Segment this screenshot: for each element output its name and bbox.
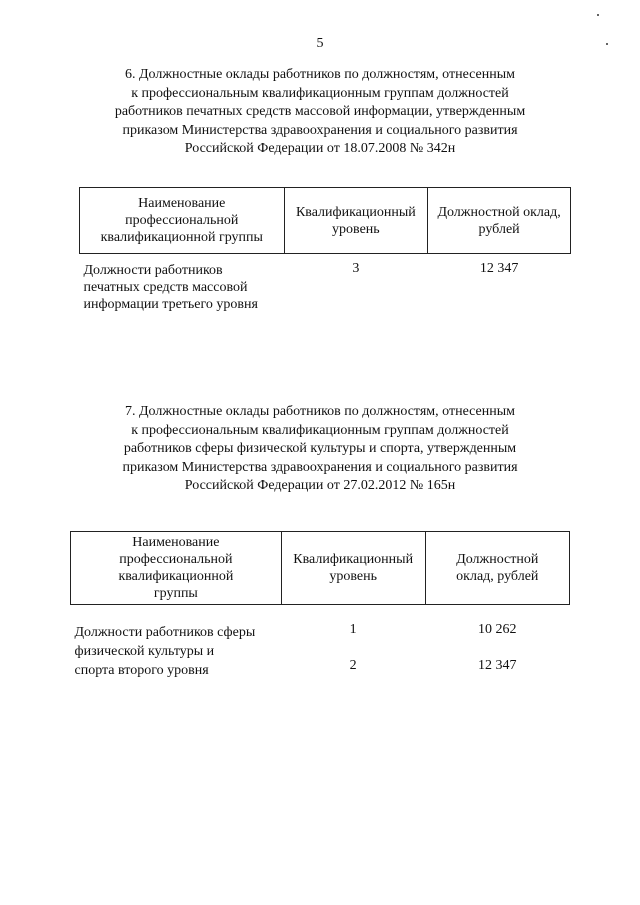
header-line: Квалификационный <box>293 552 414 567</box>
salary-amounts <box>425 605 569 681</box>
section-7-heading <box>70 403 570 496</box>
header-line: профессиональной <box>125 213 239 228</box>
qualification-level: 2 <box>349 658 357 673</box>
page-number: 5 <box>316 36 324 51</box>
header-line: профессиональной <box>119 552 233 567</box>
name-line: спорта второго уровня <box>74 663 209 678</box>
section-7-table <box>70 531 570 680</box>
heading-line: Российской Федерации от 27.02.2012 № 165н <box>184 478 456 493</box>
table-row <box>80 254 571 314</box>
header-line: Наименование <box>132 535 220 550</box>
salary-amount: 10 262 <box>478 622 517 637</box>
column-header-salary <box>425 532 569 605</box>
column-header-group <box>71 532 282 605</box>
header-line: группы <box>153 586 198 601</box>
name-line: информации третьего уровня <box>83 297 258 312</box>
qualification-level: 3 <box>352 261 360 276</box>
section-6-heading <box>70 66 570 159</box>
name-line: печатных средств массовой <box>83 280 248 295</box>
heading-line: приказом Министерства здравоохранения и социального развития <box>122 122 518 138</box>
salary-amount: 12 347 <box>479 261 519 276</box>
section-6-table <box>79 187 571 313</box>
scan-speck <box>597 14 599 16</box>
heading-line: работников печатных средств массовой информации, утвержденным <box>114 104 526 119</box>
heading-line: 6. Должностные оклады работников по должностям, отнесенным <box>124 67 515 82</box>
name-line: Должности работников сферы <box>74 625 256 640</box>
heading-line: приказом Министерства здравоохранения и социального развития <box>122 459 518 475</box>
table-row <box>71 605 570 681</box>
salary-amount: 12 347 <box>478 658 517 673</box>
qualification-level: 1 <box>349 622 357 637</box>
name-line: физической культуры и <box>74 644 215 659</box>
column-header-group <box>80 188 285 254</box>
heading-line: к профессиональным квалификационным группам должностей <box>131 85 509 101</box>
header-line: уровень <box>329 569 377 584</box>
header-line: Квалификационный <box>295 204 416 220</box>
header-line: оклад, рублей <box>456 569 539 584</box>
header-line: квалификационной <box>118 569 234 584</box>
position-name <box>80 254 285 314</box>
header-line: Должностной оклад, <box>437 204 561 220</box>
heading-line: Российской Федерации от 18.07.2008 № 342н <box>184 141 456 156</box>
heading-line: 7. Должностные оклады работников по должностям, отнесенным <box>124 404 515 419</box>
header-line: Наименование <box>138 196 226 211</box>
header-line: уровень <box>332 221 380 237</box>
position-name <box>71 605 282 681</box>
column-header-level <box>284 188 428 254</box>
heading-line: работников сферы физической культуры и спорта, утвержденным <box>123 441 517 456</box>
name-line: Должности работников <box>83 263 223 278</box>
column-header-level <box>281 532 425 605</box>
header-line: квалификационной группы <box>100 230 263 245</box>
header-line: рублей <box>478 221 520 237</box>
header-line: Должностной <box>456 552 539 567</box>
heading-line: к профессиональным квалификационным группам должностей <box>131 422 509 438</box>
column-header-salary <box>428 188 571 254</box>
qualification-levels <box>281 605 425 681</box>
